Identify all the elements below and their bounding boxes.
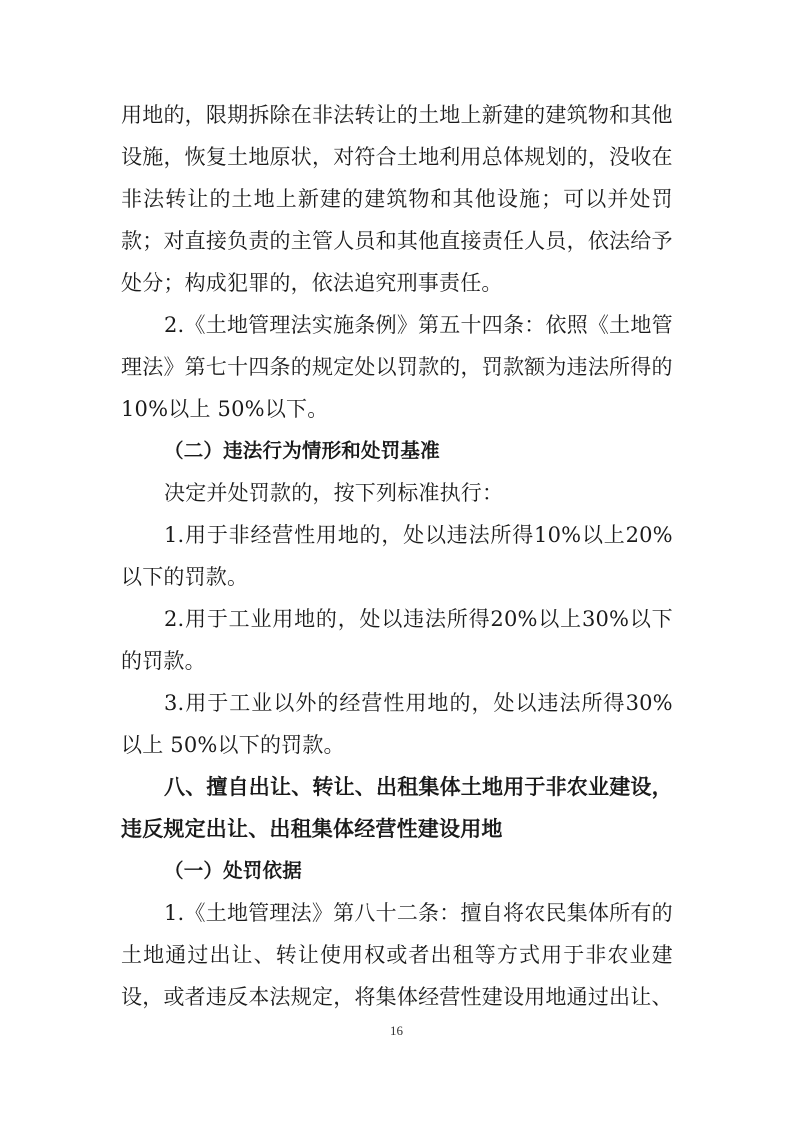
body-line-11: 1. 用 于 非 经 营 性 用 地 的 ， 处 以 违 法 所 得 10% 以 上 20% [164,523,673,547]
body-line-6: 2. 《 土 地 管 理 法 实 施 条 例 》 第 五 十 四 条 ： 依 照 《 土 地 管 [164,313,673,337]
body-line-15: 3. 用 于 工 业 以 外 的 经 营 性 用 地 的 ， 处 以 违 法 所 得 30% [164,691,673,715]
body-line-5: 处分；构成犯罪的，依法追究刑事责任。 [121,271,503,295]
body-line-2: 设 施 ， 恢 复 土 地 原 状 ， 对 符 合 土 地 利 用 总 体 规 划 的 ， 没 收 在 [121,145,673,169]
body-line-20: 1. 《 土 地 管 理 法 》 第 八 十 二 条 ： 擅 自 将 农 民 集 体 所 有 的 [164,901,673,925]
body-line-16: 以上 50%以下的罚款。 [121,733,345,757]
body-line-22: 设 ， 或 者 违 反 本 法 规 定 ， 将 集 体 经 营 性 建 设 用 地 通 过 出 让 、 [121,985,673,1009]
body-line-21: 土 地 通 过 出 让 、 转 让 使 用 权 或 者 出 租 等 方 式 用 于 非 农 业 建 [121,943,673,967]
chapter-heading-line-2: 违反规定出让、出租集体经营性建设用地 [121,817,503,841]
body-line-13: 2. 用 于 工 业 用 地 的 ， 处 以 违 法 所 得 20% 以 上 30% 以 下 [164,607,673,631]
body-line-8: 10%以上 50%以下。 [121,397,329,421]
section-heading-penalty-standard: （二）违法行为情形和处罚基准 [164,439,440,462]
page-number: 16 [390,1023,403,1038]
chapter-heading-line-1: 八、擅自出让、转让、出租集体土地用于非农业建设， [164,775,673,799]
section-heading-penalty-basis: （一）处罚依据 [164,859,302,882]
body-line-4: 款 ； 对 直 接 负 责 的 主 管 人 员 和 其 他 直 接 责 任 人 员 ， 依 法 给 予 [121,229,673,253]
body-line-14: 的罚款。 [121,649,206,673]
body-line-10: 决定并处罚款的，按下列标准执行： [164,481,504,505]
body-line-12: 以下的罚款。 [121,565,249,589]
body-line-1: 用 地 的 ， 限 期 拆 除 在 非 法 转 让 的 土 地 上 新 建 的 建 筑 物 和 其 他 [121,103,673,127]
body-line-3: 非 法 转 让 的 土 地 上 新 建 的 建 筑 物 和 其 他 设 施 ； 可 以 并 处 罚 [121,187,673,211]
body-line-7: 理 法 》 第 七 十 四 条 的 规 定 处 以 罚 款 的 ， 罚 款 额 为 违 法 所 得 的 [121,355,673,379]
